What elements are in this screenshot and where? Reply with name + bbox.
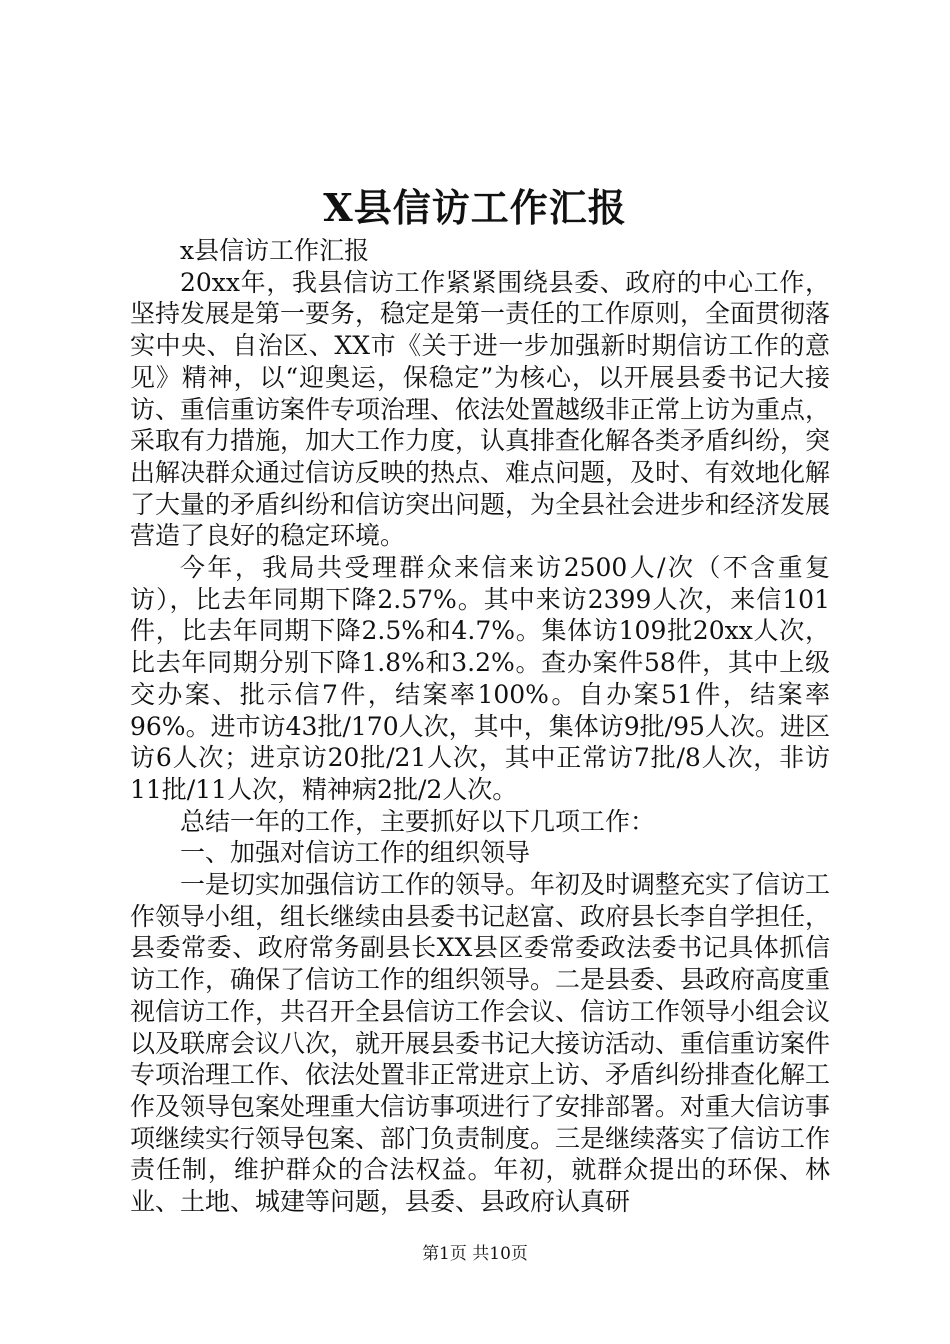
- section-body-paragraph: 一是切实加强信访工作的领导。年初及时调整充实了信访工作领导小组，组长继续由县委书记赵富、政府县长李自学担任，县委常委、政府常务副县长XX县区委常委政法委书记具体抓信访工作，确保了信访工作的组织领导。二是县委、县政府高度重视信访工作，共召开全县信访工作会议、信访工作领导小组会议以及联席会议八次，就开展县委书记大接访活动、重信重访案件专项治理工作、依法处置非正常进京上访、矛盾纠纷排查化解工作及领导包案处理重大信访事项进行了安排部署。对重大信访事项继续实行领导包案、部门负责制度。三是继续落实了信访工作责任制，维护群众的合法权益。年初，就群众提出的环保、林业、土地、城建等问题，县委、县政府认真研: [130, 870, 831, 1217]
- intro-paragraph: 20xx年，我县信访工作紧紧围绕县委、政府的中心工作，坚持发展是第一要务，稳定是第一责任的工作原则，全面贯彻落实中央、自治区、XX市《关于进一步加强新时期信访工作的意见》精神，以“迎奥运，保稳定”为核心，以开展县委书记大接访、重信重访案件专项治理、依法处置越级非正常上访为重点，采取有力措施，加大工作力度，认真排查化解各类矛盾纠纷，突出解决群众通过信访反映的热点、难点问题，及时、有效地化解了大量的矛盾纠纷和信访突出问题，为全县社会进步和经济发展营造了良好的稳定环境。: [130, 267, 831, 551]
- document-body: [130, 235, 830, 1218]
- summary-paragraph: 总结一年的工作，主要抓好以下几项工作：: [180, 806, 656, 836]
- section-heading: 一、加强对信访工作的组织领导: [180, 838, 531, 868]
- statistics-paragraph: 今年，我局共受理群众来信来访2500人/次（不含重复访），比去年同期下降2.57%。其中来访2399人次，来信101件，比去年同期下降2.5%和4.7%。集体访109批20xx人次，比去年同期分别下降1.8%和3.2%。查办案件58件，其中上级交办案、批示信7件，结案率100%。自办案51件，结案率96%。进市访43批/170人次，其中，集体访9批/95人次。进区访6人次；进京访20批/21人次，其中正常访7批/8人次，非访11批/11人次，精神病2批/2人次。: [130, 553, 830, 804]
- page-indicator: 第1页 共10页: [422, 1244, 528, 1264]
- document-title: X县信访工作汇报: [323, 185, 627, 230]
- subtitle-paragraph: x县信访工作汇报: [180, 236, 370, 265]
